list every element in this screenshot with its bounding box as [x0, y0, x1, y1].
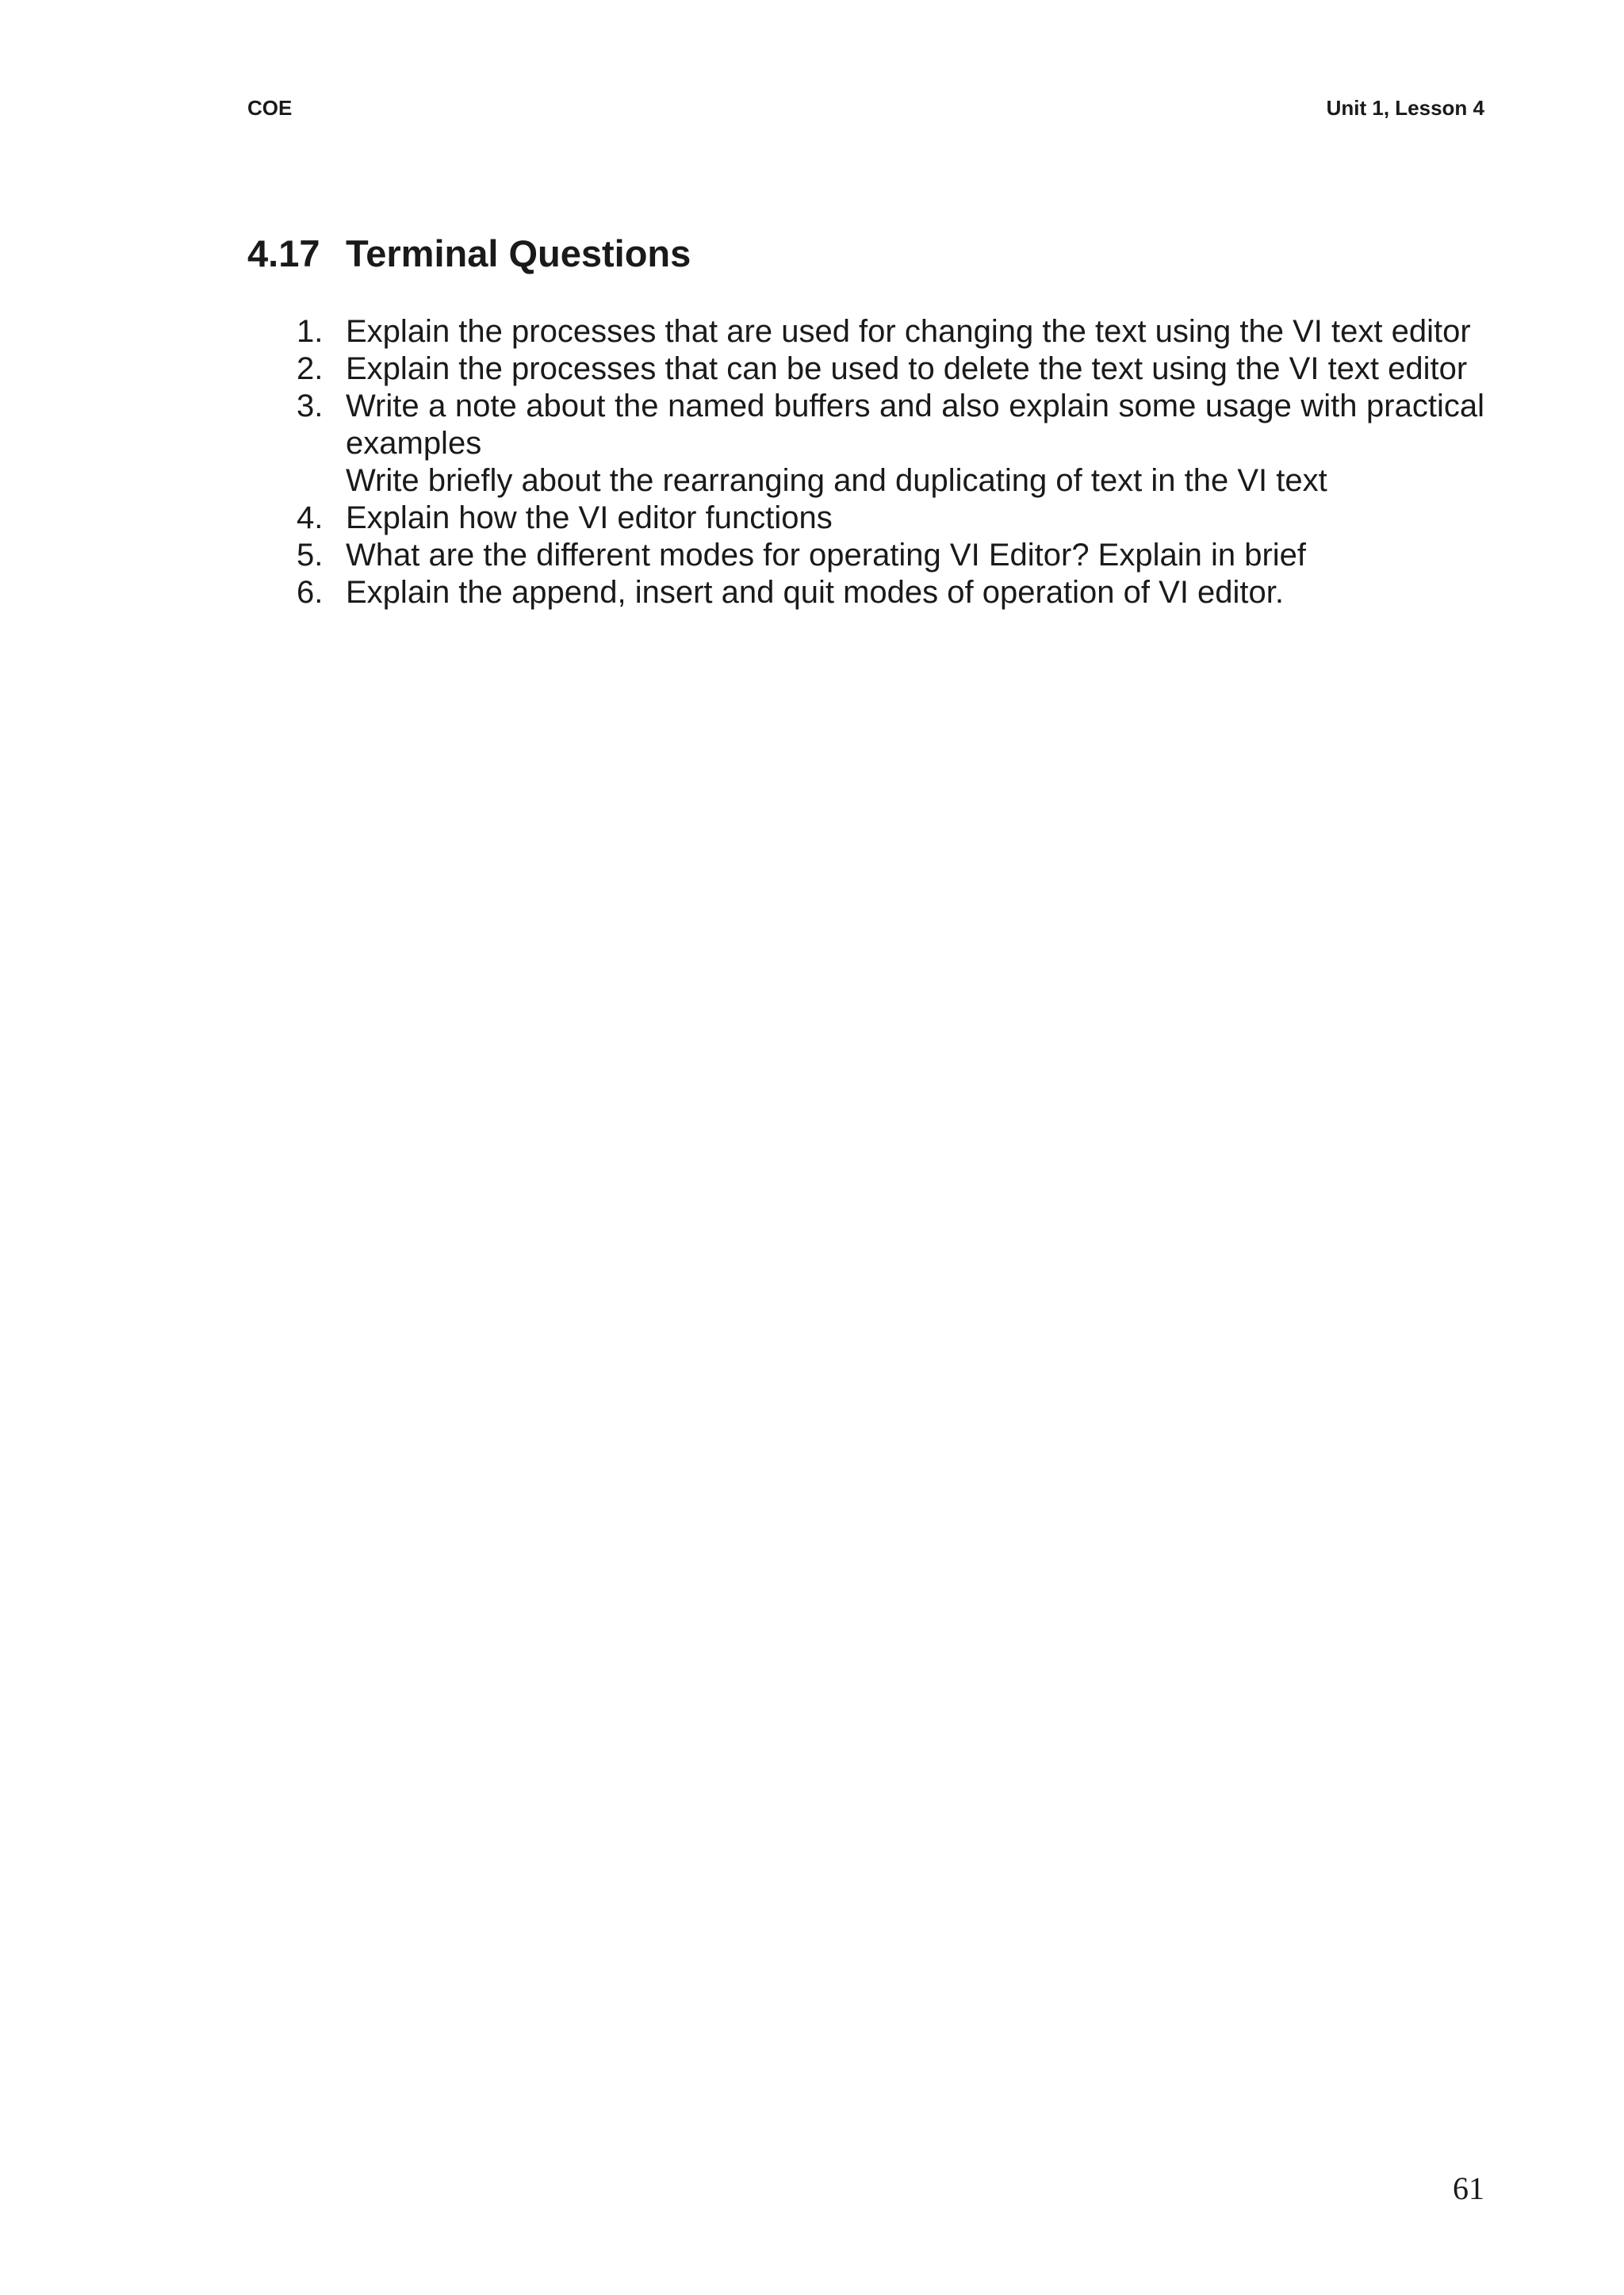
- list-item-text: Explain the processes that are used for changing the text using the VI text editor: [346, 314, 1471, 349]
- list-item-text: Write briefly about the rearranging and duplicating of text in the VI text: [346, 463, 1327, 498]
- list-item-text: Write a note about the named buffers and also explain some usage with practical examples: [346, 389, 1484, 461]
- list-item: [247, 351, 1484, 388]
- list-item-text: Explain the append, insert and quit modes of operation of VI editor.: [346, 575, 1285, 610]
- list-item-number: 4.: [297, 500, 324, 535]
- list-item-number: 3.: [297, 389, 324, 423]
- question-list: [247, 313, 1484, 611]
- page-number: 61: [1453, 2170, 1484, 2206]
- running-header-right: Unit 1, Lesson 4: [1326, 96, 1484, 120]
- list-item-text: Explain how the VI editor functions: [346, 500, 833, 535]
- list-item: [247, 388, 1484, 462]
- list-item-number: 5.: [297, 538, 324, 573]
- list-item: [247, 462, 1484, 500]
- section-heading: [247, 230, 691, 278]
- list-item-number: 2.: [297, 351, 324, 386]
- list-item-number: 6.: [297, 575, 324, 610]
- list-item-text: Explain the processes that can be used to delete the text using the VI text editor: [346, 351, 1468, 386]
- section-title: Terminal Questions: [346, 232, 691, 274]
- list-item-number: 1.: [297, 314, 324, 349]
- list-item: [247, 574, 1484, 611]
- list-item: [247, 500, 1484, 537]
- list-item: [247, 537, 1484, 574]
- list-item-text: What are the different modes for operating VI Editor? Explain in brief: [346, 538, 1307, 573]
- list-item: [247, 313, 1484, 351]
- running-header-left: COE: [247, 96, 293, 120]
- section-number: 4.17: [247, 232, 320, 274]
